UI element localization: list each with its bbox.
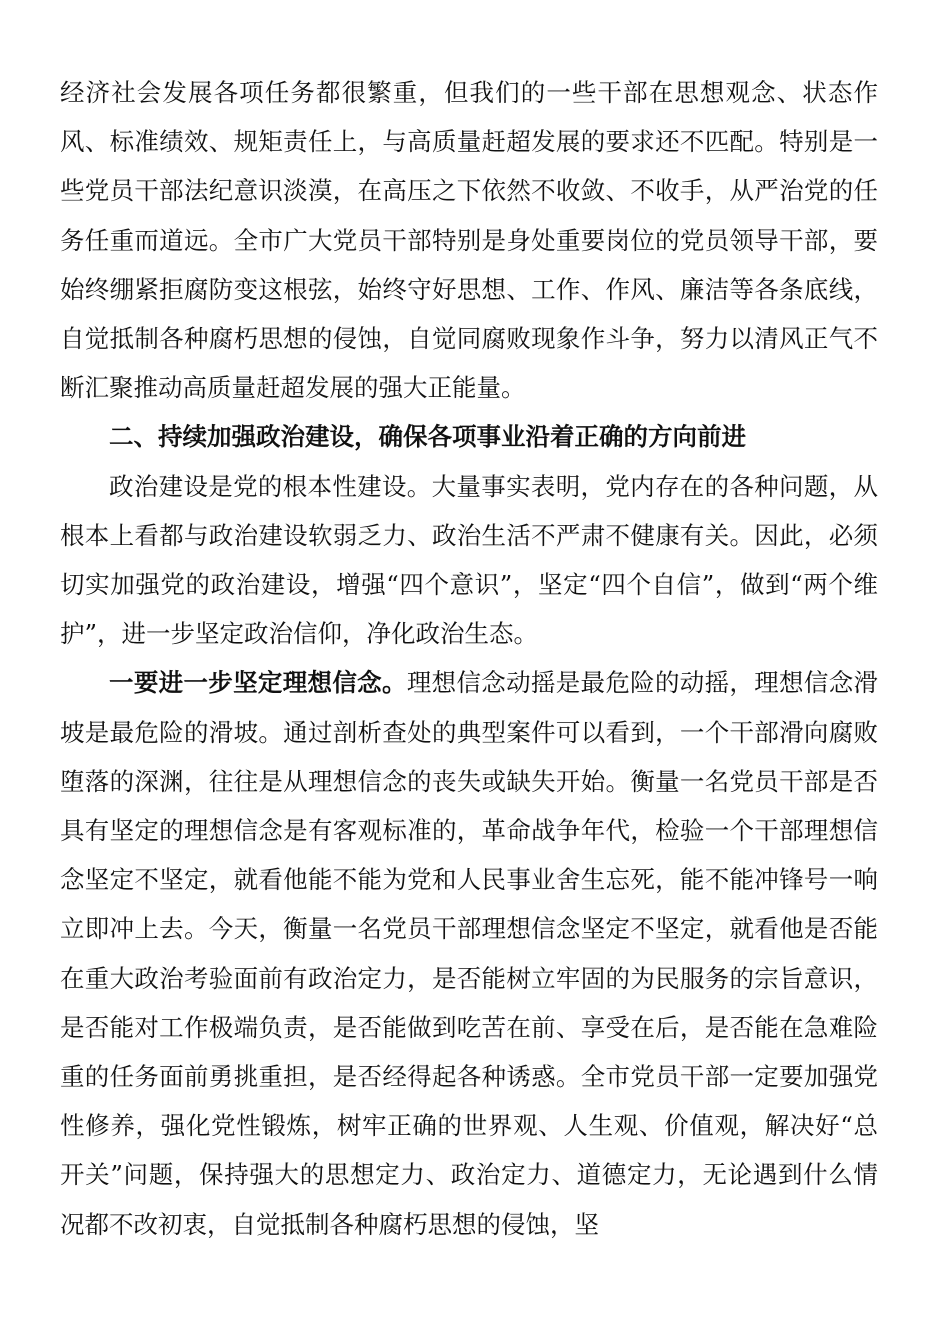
paragraph-body-text: 理想信念动摇是最危险的动摇，理想信念滑坡是最危险的滑坡。通过剖析查处的典型案件可以看到，一个干部滑向腐败堕落的深渊，往往是从理想信念的丧失或缺失开始。衡量一名党员干部是否具有坚定的理想信念是有客观标准的，革命战争年代，检验一个干部理想信念坚定不坚定，就看他能不能为党和人民事业舍生忘死，能不能冲锋号一响立即冲上去。今天，衡量一名党员干部理想信念坚定不坚定，就看他是否能在重大政治考验面前有政治定力，是否能树立牢固的为民服务的宗旨意识，是否能对工作极端负责，是否能做到吃苦在前、享受在后，是否能在急难险重的任务面前勇挑重担，是否经得起各种诱惑。全市党员干部一定要加强党性修养，强化党性锻炼，树牢正确的世界观、人生观、价值观，解决好“总开关”问题，保持强大的思想定力、政治定力、道德定力，无论遇到什么情况都不改初衷，自觉抵制各种腐朽思想的侵蚀，坚 <box>60 668 879 1239</box>
paragraph-lead-bold: 一要进一步坚定理想信念。 <box>109 668 407 698</box>
section-heading-2: 二、持续加强政治建设，确保各项事业沿着正确的方向前进 <box>109 422 746 452</box>
paragraph-political-building: 政治建设是党的根本性建设。大量事实表明，党内存在的各种问题，从根本上看都与政治建设软弱乏力、政治生活不严肃不健康有关。因此，必须切实加强党的政治建设，增强“四个意识”，坚定“四个自信”，做到“两个维护”，进一步坚定政治信仰，净化政治生态。 <box>60 471 878 649</box>
document-body <box>60 68 878 1249</box>
paragraph-ideals-beliefs <box>60 658 878 1248</box>
paragraph-continued: 经济社会发展各项任务都很繁重，但我们的一些干部在思想观念、状态作风、标准绩效、规矩责任上，与高质量赶超发展的要求还不匹配。特别是一些党员干部法纪意识淡漠，在高压之下依然不收敛、不收手，从严治党的任务任重而道远。全市广大党员干部特别是身处重要岗位的党员领导干部，要始终绷紧拒腐防变这根弦，始终守好思想、工作、作风、廉洁等各条底线，自觉抵制各种腐朽思想的侵蚀，自觉同腐败现象作斗争，努力以清风正气不断汇聚推动高质量赶超发展的强大正能量。 <box>60 78 878 403</box>
